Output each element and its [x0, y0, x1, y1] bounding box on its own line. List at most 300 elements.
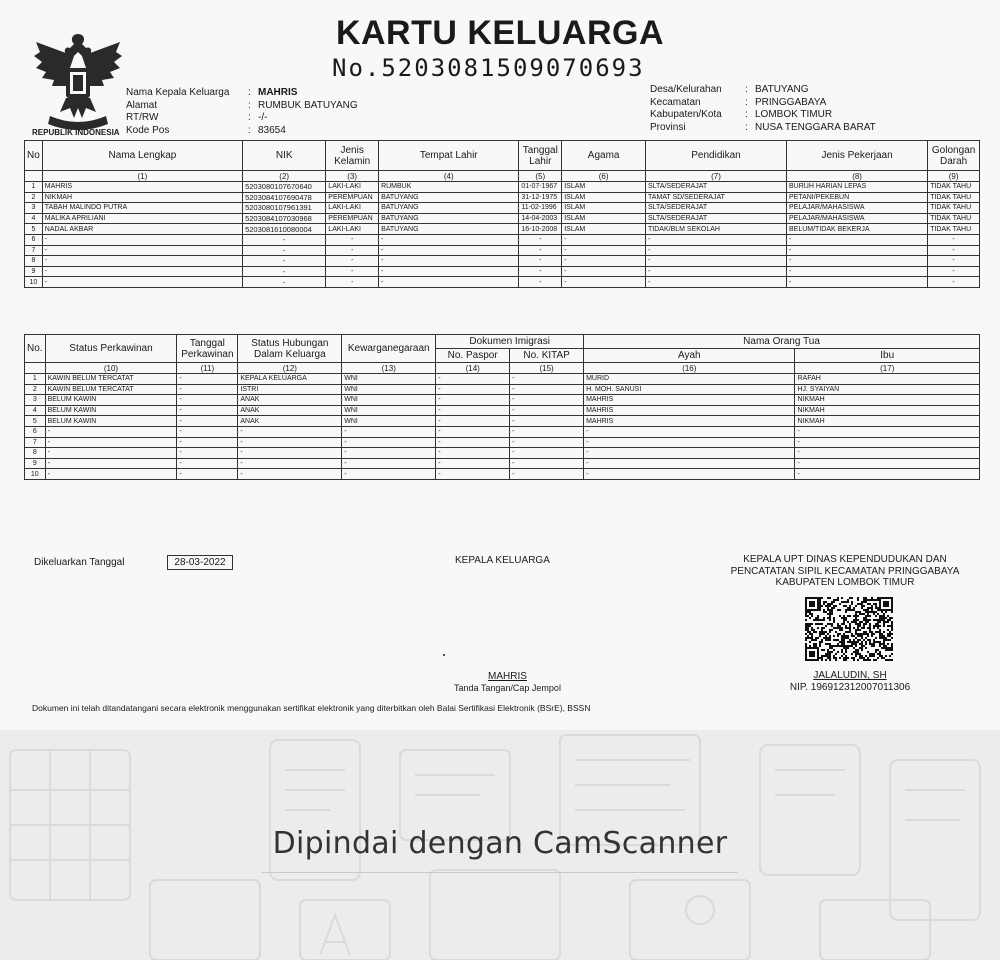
col-number: (5) [519, 171, 562, 182]
table-cell: - [795, 469, 980, 480]
header-colon: : [745, 84, 748, 95]
header-row [650, 97, 876, 110]
table-cell: - [584, 437, 795, 448]
table-cell: NIKMAH [42, 192, 242, 203]
country-label: REPUBLIK INDONESIA [32, 128, 120, 137]
family-card-number: No.5203081509070693 [332, 54, 645, 82]
table-cell: - [646, 245, 787, 256]
table-cell: 2 [25, 384, 46, 395]
table-cell: PELAJAR/MAHASISWA [786, 213, 927, 224]
header-label: RT/RW [126, 112, 159, 123]
table-cell: - [45, 458, 177, 469]
table-cell: - [238, 458, 342, 469]
table-cell: - [646, 256, 787, 267]
table-cell: - [45, 448, 177, 459]
official-title [700, 554, 990, 589]
table-cell: - [45, 426, 177, 437]
col-number: (6) [562, 171, 646, 182]
col-header-no-kitap: No. KITAP [510, 349, 584, 363]
table-row [25, 405, 980, 416]
head-of-family-label: KEPALA KELUARGA [455, 555, 550, 566]
header-colon: : [745, 121, 748, 133]
col-number: (2) [243, 171, 326, 182]
header-row [650, 84, 876, 97]
table-row [25, 469, 980, 480]
table-cell: BATUYANG [379, 224, 519, 235]
table-cell: - [177, 458, 238, 469]
table-cell: - [177, 374, 238, 385]
table-cell: - [510, 437, 584, 448]
table-cell: - [42, 266, 242, 277]
col-header: Pendidikan [646, 141, 787, 171]
table-cell: - [510, 395, 584, 406]
table-cell: BATUYANG [379, 213, 519, 224]
table-cell: - [177, 384, 238, 395]
col-header-status-perkawinan: Status Perkawinan [45, 335, 177, 363]
table-cell: 9 [25, 458, 46, 469]
col-header-ayah: Ayah [584, 349, 795, 363]
table-row [25, 192, 980, 203]
table-cell: - [562, 234, 646, 245]
table-cell: - [436, 395, 510, 406]
col-number [25, 363, 46, 374]
table-cell: WNI [342, 384, 436, 395]
col-header-ibu: Ibu [795, 349, 980, 363]
header-colon: : [745, 96, 748, 108]
table-cell: 5203084107690478 [243, 192, 326, 203]
table-row [25, 448, 980, 459]
signature-label: Tanda Tangan/Cap Jempol [454, 683, 561, 693]
col-header-tanggal-perkawinan: Tanggal Perkawinan [177, 335, 238, 363]
table-cell: ANAK [238, 395, 342, 406]
col-number: (15) [510, 363, 584, 374]
table-cell: - [562, 266, 646, 277]
col-number: (12) [238, 363, 342, 374]
table-cell: 5203080107961391 [243, 203, 326, 214]
table-cell: - [238, 448, 342, 459]
table-row [25, 182, 980, 193]
table-row [25, 224, 980, 235]
table-cell: - [562, 256, 646, 267]
table-cell: TIDAK TAHU [928, 224, 980, 235]
table-cell: - [342, 469, 436, 480]
table-cell: WNI [342, 395, 436, 406]
table-cell: - [519, 256, 562, 267]
table-cell: - [510, 458, 584, 469]
table-cell: 4 [25, 405, 46, 416]
table-cell: KEPALA KELUARGA [238, 374, 342, 385]
table-row [25, 384, 980, 395]
col-header: Nama Lengkap [42, 141, 242, 171]
table-cell: BATUYANG [379, 192, 519, 203]
table-cell: 7 [25, 437, 46, 448]
table-cell: BELUM/TIDAK BEKERJA [786, 224, 927, 235]
table-cell: - [238, 426, 342, 437]
col-header-nama-orang-tua: Nama Orang Tua [584, 335, 980, 349]
table-cell: - [786, 234, 927, 245]
table-cell: - [326, 245, 379, 256]
header-value: BATUYANG [755, 84, 809, 95]
table-cell: - [326, 256, 379, 267]
col-number: (10) [45, 363, 177, 374]
header-colon: : [248, 112, 251, 123]
col-number: (7) [646, 171, 787, 182]
col-number: (1) [42, 171, 242, 182]
table-cell: 4 [25, 213, 43, 224]
col-number: (17) [795, 363, 980, 374]
table-cell: 8 [25, 256, 43, 267]
table-cell: RAFAH [795, 374, 980, 385]
issued-label: Dikeluarkan Tanggal [34, 557, 125, 568]
header-left-info [126, 87, 358, 137]
table-cell: - [928, 245, 980, 256]
table-cell: - [436, 469, 510, 480]
table-cell: MAHRIS [584, 405, 795, 416]
official-name: JALALUDIN, SH [813, 670, 887, 681]
signature-mark [443, 654, 445, 656]
header-colon: : [248, 99, 251, 111]
table-cell: - [326, 234, 379, 245]
table-cell: - [326, 266, 379, 277]
table-cell: H. MOH. SANUSI [584, 384, 795, 395]
col-number: (3) [326, 171, 379, 182]
table-cell: 14-04-2003 [519, 213, 562, 224]
col-number: (8) [786, 171, 927, 182]
table-cell: BELUM KAWIN [45, 405, 177, 416]
table-cell: MAHRIS [584, 395, 795, 406]
table-cell: TIDAK TAHU [928, 203, 980, 214]
table-cell: - [510, 405, 584, 416]
table-cell: - [646, 266, 787, 277]
table-cell: 5203081610080004 [243, 224, 326, 235]
table-cell: BELUM KAWIN [45, 395, 177, 406]
table-cell: - [510, 374, 584, 385]
table-cell: 5203084107030968 [243, 213, 326, 224]
table-cell: 2 [25, 192, 43, 203]
table-cell: - [42, 256, 242, 267]
col-header: Golongan Darah [928, 141, 980, 171]
table-cell: - [45, 437, 177, 448]
table-cell: - [519, 277, 562, 288]
table-cell: 7 [25, 245, 43, 256]
table-cell: PEREMPUAN [326, 192, 379, 203]
header-right-info [650, 84, 876, 134]
table-cell: - [562, 277, 646, 288]
table-cell: ISLAM [562, 203, 646, 214]
table-cell: - [562, 245, 646, 256]
family-status-table [24, 334, 980, 480]
table-cell: 5 [25, 224, 43, 235]
table-cell: HJ. SYAIYAN [795, 384, 980, 395]
table-cell: - [42, 277, 242, 288]
header-value: PRINGGABAYA [755, 96, 827, 108]
col-header-status-hubungan: Status Hubungan Dalam Keluarga [238, 335, 342, 363]
scanner-watermark: Dipindai dengan CamScanner [272, 826, 728, 861]
family-members-table [24, 140, 980, 288]
table-cell: MURID [584, 374, 795, 385]
official-title-line-2: PENCATATAN SIPIL KECAMATAN PRINGGABAYA [730, 565, 960, 577]
table-row [25, 374, 980, 385]
table-cell: - [646, 277, 787, 288]
table-cell: - [436, 458, 510, 469]
table-cell: - [177, 469, 238, 480]
table-cell: - [519, 234, 562, 245]
table-cell: TIDAK TAHU [928, 213, 980, 224]
table-cell: 5 [25, 416, 46, 427]
header-label: Provinsi [650, 121, 686, 133]
col-header: Tanggal Lahir [519, 141, 562, 171]
table-cell: SLTA/SEDERAJAT [646, 203, 787, 214]
col-header: No [25, 141, 43, 171]
table-cell: - [519, 245, 562, 256]
table-row [25, 277, 980, 288]
table-cell: NIKMAH [795, 416, 980, 427]
table-cell: ISLAM [562, 182, 646, 193]
table-cell: 8 [25, 448, 46, 459]
table-cell: - [177, 426, 238, 437]
table-cell: NIKMAH [795, 405, 980, 416]
table-cell: SLTA/SEDERAJAT [646, 182, 787, 193]
table-row [25, 203, 980, 214]
table-cell: - [238, 437, 342, 448]
table-cell: 5203080107670640 [243, 182, 326, 193]
table-cell: - [584, 448, 795, 459]
table-cell: - [436, 437, 510, 448]
table-cell: 10 [25, 277, 43, 288]
header-colon: : [745, 109, 748, 120]
table-row [25, 426, 980, 437]
table-cell: - [326, 277, 379, 288]
table-cell: - [379, 266, 519, 277]
table-cell: - [584, 426, 795, 437]
table-cell: 11-02-1996 [519, 203, 562, 214]
table-cell: - [342, 437, 436, 448]
table-cell: - [519, 266, 562, 277]
official-title-line-1: KEPALA UPT DINAS KEPENDUDUKAN DAN [743, 554, 947, 565]
table-row [25, 266, 980, 277]
official-nip: NIP. 196912312007011306 [789, 682, 911, 693]
table-cell: 16-10-2008 [519, 224, 562, 235]
header-value: NUSA TENGGARA BARAT [755, 121, 876, 133]
col-header: Jenis Kelamin [326, 141, 379, 171]
table-cell: 1 [25, 374, 46, 385]
table-cell: PELAJAR/MAHASISWA [786, 203, 927, 214]
table-cell: - [342, 448, 436, 459]
table-cell: - [379, 234, 519, 245]
table-cell: TIDAK TAHU [928, 182, 980, 193]
table-cell: WNI [342, 416, 436, 427]
table-cell: - [646, 234, 787, 245]
table-row [25, 395, 980, 406]
table-cell: - [510, 426, 584, 437]
table-cell: - [177, 448, 238, 459]
table-cell: - [928, 277, 980, 288]
col-number: (11) [177, 363, 238, 374]
header-value: LOMBOK TIMUR [755, 109, 833, 120]
col-number: (9) [928, 171, 980, 182]
table-cell: ISLAM [562, 224, 646, 235]
table-cell: - [177, 416, 238, 427]
table-cell: - [786, 256, 927, 267]
header-row [650, 122, 876, 135]
table-cell: TABAH MALINDO PUTRA [42, 203, 242, 214]
table-cell: LAKI-LAKI [326, 203, 379, 214]
table-cell: - [795, 448, 980, 459]
col-header-no: No. [25, 335, 46, 363]
header-label: Alamat [126, 99, 158, 111]
header-value: RUMBUK BATUYANG [258, 99, 358, 111]
table-cell: - [436, 448, 510, 459]
qr-code-icon [805, 597, 893, 661]
table-cell: ISLAM [562, 192, 646, 203]
col-header: NIK [243, 141, 326, 171]
table-row [25, 245, 980, 256]
header-value: 83654 [258, 124, 286, 136]
table-cell: ISTRI [238, 384, 342, 395]
table-cell: - [584, 458, 795, 469]
table-cell: - [436, 374, 510, 385]
table-cell: - [243, 234, 326, 245]
header-label: Nama Kepala Keluarga [126, 87, 230, 98]
table-cell: - [786, 245, 927, 256]
table-cell: - [379, 277, 519, 288]
table-cell: - [238, 469, 342, 480]
header-value: -/- [258, 112, 268, 123]
table-cell: - [177, 405, 238, 416]
table-cell: KAWIN BELUM TERCATAT [45, 374, 177, 385]
col-header-no-paspor: No. Paspor [436, 349, 510, 363]
col-number: (14) [436, 363, 510, 374]
table-cell: - [243, 266, 326, 277]
table-cell: - [584, 469, 795, 480]
table-cell: - [510, 416, 584, 427]
table-cell: - [436, 405, 510, 416]
header-colon: : [248, 124, 251, 136]
table-cell: ISLAM [562, 213, 646, 224]
table-cell: 01-07-1967 [519, 182, 562, 193]
head-of-family-name: MAHRIS [488, 671, 527, 682]
table-cell: - [45, 469, 177, 480]
table-row [25, 458, 980, 469]
col-header-dokumen-imigrasi: Dokumen Imigrasi [436, 335, 584, 349]
table-cell: - [243, 277, 326, 288]
table-cell: - [42, 234, 242, 245]
table-cell: - [510, 448, 584, 459]
table-cell: - [243, 256, 326, 267]
table-cell: - [795, 426, 980, 437]
header-label: Desa/Kelurahan [650, 84, 722, 95]
table-cell: - [342, 458, 436, 469]
table-cell: LAKI-LAKI [326, 224, 379, 235]
header-label: Kabupaten/Kota [650, 109, 722, 120]
table-cell: WNI [342, 405, 436, 416]
table-row [25, 437, 980, 448]
header-row [126, 112, 358, 125]
official-title-line-3: KABUPATEN LOMBOK TIMUR [775, 577, 915, 588]
table-cell: - [177, 395, 238, 406]
table-cell: 9 [25, 266, 43, 277]
header-colon: : [248, 87, 251, 98]
table-cell: - [177, 437, 238, 448]
table-cell: NIKMAH [795, 395, 980, 406]
table-cell: 31-12-1975 [519, 192, 562, 203]
table-cell: - [928, 256, 980, 267]
table-cell: 3 [25, 395, 46, 406]
table-cell: 6 [25, 426, 46, 437]
table-cell: LAKI-LAKI [326, 182, 379, 193]
header-row [126, 87, 358, 100]
col-number [25, 171, 43, 182]
table-cell: 6 [25, 234, 43, 245]
issued-date: 28-03-2022 [167, 555, 233, 570]
document-title: KARTU KELUARGA [335, 14, 665, 52]
header-row [126, 125, 358, 138]
table-cell: - [928, 266, 980, 277]
header-row [126, 100, 358, 113]
table-cell: - [795, 437, 980, 448]
header-label: Kecamatan [650, 96, 701, 108]
header-value: MAHRIS [258, 87, 298, 98]
electronic-signature-disclaimer: Dokumen ini telah ditandatangani secara elektronik menggunakan sertifikat elektronik yang diterbitkan oleh Balai Sertifikasi Elektronik (BSrE), BSSN [32, 703, 591, 713]
table-cell: 10 [25, 469, 46, 480]
table-cell: RUMBUK [379, 182, 519, 193]
table-cell: MAHRIS [42, 182, 242, 193]
table-cell: MALIKA APRILIANI [42, 213, 242, 224]
table-cell: WNI [342, 374, 436, 385]
table-cell: - [786, 277, 927, 288]
table-cell: PEREMPUAN [326, 213, 379, 224]
table-cell: - [243, 245, 326, 256]
watermark-underline [262, 872, 738, 873]
table-cell: BELUM KAWIN [45, 416, 177, 427]
table-row [25, 213, 980, 224]
col-header: Tempat Lahir [379, 141, 519, 171]
table-cell: TAMAT SD/SEDERAJAT [646, 192, 787, 203]
table-cell: - [436, 416, 510, 427]
table-cell: - [928, 234, 980, 245]
table-cell: - [510, 384, 584, 395]
table-cell: - [42, 245, 242, 256]
header-row [650, 109, 876, 122]
table-cell: - [436, 384, 510, 395]
table-row [25, 256, 980, 267]
table-cell: - [786, 266, 927, 277]
table-cell: - [379, 256, 519, 267]
table-cell: PETANI/PEKEBUN [786, 192, 927, 203]
table-cell: 1 [25, 182, 43, 193]
table-cell: - [795, 458, 980, 469]
table-cell: TIDAK TAHU [928, 192, 980, 203]
table-cell: - [436, 426, 510, 437]
header-label: Kode Pos [126, 124, 170, 136]
table-cell: - [510, 469, 584, 480]
table-cell: BATUYANG [379, 203, 519, 214]
col-number: (16) [584, 363, 795, 374]
table-cell: TIDAK/BLM SEKOLAH [646, 224, 787, 235]
table-cell: NADAL AKBAR [42, 224, 242, 235]
table-cell: 3 [25, 203, 43, 214]
table-cell: MAHRIS [584, 416, 795, 427]
table-cell: KAWIN BELUM TERCATAT [45, 384, 177, 395]
col-header: Jenis Pekerjaan [786, 141, 927, 171]
table-cell: ANAK [238, 405, 342, 416]
table-row [25, 234, 980, 245]
col-header: Agama [562, 141, 646, 171]
table-cell: SLTA/SEDERAJAT [646, 213, 787, 224]
col-number: (13) [342, 363, 436, 374]
col-number: (4) [379, 171, 519, 182]
table-row [25, 416, 980, 427]
